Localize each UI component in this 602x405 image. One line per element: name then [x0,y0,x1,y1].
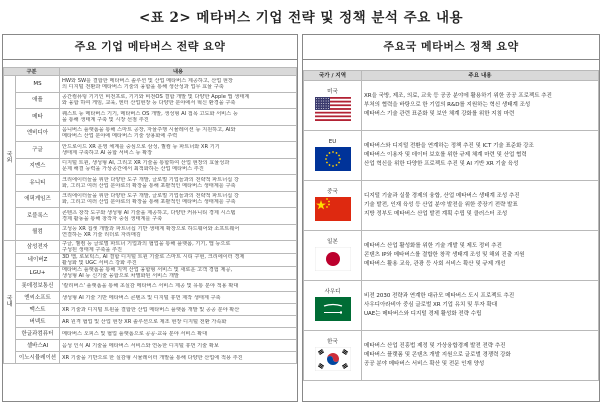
table-row [4,352,297,364]
company-strategy [60,292,297,304]
company-strategy [60,254,297,267]
table-row [4,175,297,192]
policy-line: XR을 국방, 제조, 의료, 교육 등 공공 분야에 활용하기 위한 공공 프로젝트 추진 [364,93,552,99]
policy-line: 산업 혁신을 위한 다양한 프로젝트 추진 및 AI 기반 XR 기술 육성 [364,161,519,167]
company-name: 이노시뮬레이션 [16,352,60,364]
table-row [304,231,599,281]
strategy-line: 구성된 생태계 구축을 추진 [62,247,123,253]
table-row [304,131,599,181]
company-name: 셀바스AI [16,340,60,352]
company-strategy [60,352,297,364]
country-name: 중국 [327,188,338,195]
company-name: 애플 [16,92,60,109]
page-title: <표 2> 메타버스 기업 전략 및 정책 분석 주요 내용 [138,10,464,26]
strategy-line: 공간컴퓨팅 기기인 비전프로, 기기와 비전OS 결합 개발 및 다양한 Apple 앱 생태계 [62,94,250,101]
company-name: 맥스트 [16,304,60,316]
strategy-line: HW와 SW를 결합한 메타버스 솔루션 및 산업 메타버스 제공하고, 산업 현장 [62,77,233,84]
policy-line: 메타버스 산업 활성화를 위한 기술 개발 및 제도 정비 추진 [364,243,502,249]
country-flag-icon [315,147,351,171]
company-strategy [60,224,297,241]
strategy-line: 연결하는 XR 기술 리더로 자리매김 [62,232,141,239]
policy-content [362,281,599,331]
policy-content [362,331,599,381]
company-name: 퀄컴 [16,224,60,241]
company-strategy [60,175,297,192]
strategy-line: 생성형 AI 기술 기반 메타버스 콘텐츠 및 디지털 휴먼 제작 생태계 구축 [62,294,221,301]
company-strategy-panel [2,34,298,402]
company-strategy [60,267,297,280]
company-name: LGU+ [16,267,60,280]
header-country: 국가 / 지역 [304,71,362,81]
table-row [4,191,297,208]
table-row [304,281,599,331]
table-row [4,224,297,241]
country-cell [304,181,362,231]
country-name: 일본 [327,238,338,245]
policy-content [362,181,599,231]
policy-line: 메타버스 플랫폼 및 콘텐츠 개발 지원으로 글로벌 경쟁력 강화 [364,352,511,358]
policy-line: UAE는 메타버스와 디지털 경제 활성화 전략 수립 [364,311,482,317]
strategy-line: 음성 인식 AI 기술을 메타버스 서비스와 연동한 디지털 휴먼 기술 확보 [62,342,219,349]
strategy-line: 콘텐츠 창작 도구와 생성형 AI 기술을 제공하고, 다양한 커뮤니티 경제 시스템 [62,209,236,216]
company-name: 롯데정보통신 [16,280,60,292]
company-strategy-table [3,67,297,364]
company-name: 지멘스 [16,158,60,175]
table-row [304,81,599,131]
table-row [4,92,297,109]
country-cell [304,231,362,281]
table-row [4,304,297,316]
table-row [4,109,297,126]
table-row [4,328,297,340]
strategy-line: 화, 그리고 여러 산업 분야로의 확장을 통해 포괄적인 메타버스 생태계를 구축 [62,182,236,189]
policy-line: 콘텐츠 IP와 메타버스를 결합한 창작 생태계 조성 및 해외 진출 지원 [364,252,525,258]
table-row [4,316,297,328]
table-row [4,158,297,175]
table-row [4,125,297,142]
policy-content [362,231,599,281]
strategy-line: 경제 활동을 통해 창작자 중심 생태계를 구축 [62,215,163,222]
country-cell [304,81,362,131]
country-policy-panel [302,34,600,402]
policy-line: 메타버스와 디지털 전환을 연계하는 정책 추진 및 ICT 기술 표준화 강조 [364,143,534,149]
strategy-line: 의 디지털 전환과 메타버스 기술의 융합을 통해 생산성과 업무 효율 구축 [62,83,224,90]
policy-line: 공공 분야 메타버스 서비스 확산 및 전문 인재 양성 [364,361,485,367]
country-name: EU [328,138,337,145]
header-content: 내용 [60,68,297,76]
strategy-line: 고성능 XR 칩셋 개발과 파트너십 기반 생태계 확장으로 하드웨어와 소프트웨어 [62,226,240,233]
company-name: 버넥트 [16,316,60,328]
company-strategy [60,109,297,126]
policy-line: 메타버스 활용 교육, 관광 등 사회 서비스 확산 및 규제 개선 [364,261,506,267]
company-strategy [60,142,297,159]
strategy-line: 메타버스 산업 분야에 메타버스 기술 상용화에 주력 [62,133,178,140]
company-strategy [60,241,297,254]
table-row [4,280,297,292]
company-strategy-title: 주요 기업 메타버스 전략 요약 [3,35,297,60]
country-flag-icon [315,197,351,221]
country-policy-title: 주요국 메타버스 정책 요약 [303,35,599,60]
company-name: 엔비디아 [16,125,60,142]
country-name: 사우디 [324,288,341,295]
country-cell [304,331,362,381]
strategy-line: 메타버스 오피스 및 협업 플랫폼으로 공공·교육 분야 서비스 확대 [62,330,208,337]
strategy-line: 메타버스 플랫폼을 통해 지역 산업 융합형 서비스 및 새로운 고객 경험 제공, [62,267,233,273]
strategy-line: 퀘스트 등 메타버스 기기, 메타버스 OS 개발, 생성형 AI 접목 고도화 서비스 등 [62,110,238,117]
company-strategy [60,125,297,142]
strategy-line: 디지털 트윈, 생성형 AI, 그리고 XR 기술을 통합하여 산업 현장의 효율성과 [62,160,230,167]
strategy-line: 옴니버스 플랫폼을 통해 스마트 공장, 자율주행 시뮬레이션 등 지원하고, AI와 [62,127,236,134]
strategy-line: 3D 맵, 로보틱스, AI 결합 디지털 트윈 기술로 스마트 시티 구현, 크리에이터 경제 [62,254,245,260]
company-strategy [60,304,297,316]
policy-content [362,131,599,181]
company-name: 메타 [16,109,60,126]
table-row [4,292,297,304]
country-flag-icon [315,247,351,271]
strategy-line: 와 융합 하여 게임, 교육, 엔터 산업현장 등 다양한 분야에서 혁신 환경을 구축 [62,100,236,107]
company-strategy [60,316,297,328]
policy-line: 메타버스 산업 진흥법 제정 및 가상융합경제 발전 전략 추진 [364,343,506,349]
company-strategy [60,92,297,109]
policy-line: 디지털 기술과 실물 경제의 융합, 산업 메타버스 생태계 조성 추진 [364,193,520,199]
table-row [4,241,297,254]
country-flag-icon [315,347,351,371]
table-row [304,331,599,381]
policy-line: 비전 2030 전략과 연계한 대규모 메타버스 도시 프로젝트 추진 [364,293,515,299]
group-label: 국내 [4,241,16,364]
policy-content [362,81,599,131]
company-name: 한글과컴퓨터 [16,328,60,340]
company-name: 네이버Z [16,254,60,267]
company-name: 유니티 [16,175,60,192]
country-policy-table [303,70,599,381]
table-row [4,142,297,159]
table-row [304,181,599,231]
policy-line: 메타버스 기술 관련 표준화 및 보안 체계 강화를 위한 지침 마련 [364,111,515,117]
country-flag-icon [315,297,351,321]
strategy-line: 크리에이터들을 위한 다양한 도구 개발, 글로벌 기업들과의 전략적 파트너십 강 [62,193,239,200]
strategy-line: 생태계 구축하고 AI 융합 서비스 등 확장 [62,149,153,156]
policy-line: 지방 정부도 메타버스 산업 발전 계획 수립 및 클러스터 조성 [364,211,508,217]
header-category: 구분 [4,68,60,76]
strategy-line: 생성형 AI 등 신기술 융합으로 차별화된 서비스 개발 [62,273,179,279]
strategy-line: '칼리버스' 플랫폼을 통해 초실감 메타버스 서비스 제공 및 유통 분야 적용 확대 [62,282,239,289]
strategy-line: 구글, 퀄컴 등 글로벌 파트너 기업과의 협업을 통해 플랫폼, 기기, 앱 등으로 [62,241,231,247]
country-name: 미국 [327,88,338,95]
company-strategy [60,158,297,175]
header-policy: 주요 내용 [362,71,599,81]
company-strategy [60,280,297,292]
company-name: MS [16,76,60,93]
table-row [4,340,297,352]
strategy-line: AR 원격 협업 및 산업 현장 XR 솔루션으로 제조 현장 디지털 전환 가속화 [62,318,227,325]
strategy-line: 을 통해 생태계 구축 및 시장 선점 추진 [62,116,149,123]
table-row [4,76,297,93]
policy-line: 부처의 협력을 바탕으로 한 기업의 R&D를 지원하는 혁신 생태계 조성 [364,102,531,108]
company-strategy [60,340,297,352]
strategy-line: 화, 그리고 여러 산업 분야로의 확장을 통해 포괄적인 메타버스 생태계를 구축 [62,199,236,206]
company-strategy [60,191,297,208]
company-strategy [60,328,297,340]
table-header-row [4,68,297,76]
policy-line: 기술 발전, 인재 육성 등 산업 분야 발전을 위한 중장기 전략 발표 [364,202,518,208]
company-strategy [60,208,297,225]
table-header-row [304,71,599,81]
country-cell [304,281,362,331]
group-label: 국외 [4,76,16,241]
strategy-line: 문제 해결 능력을 가상공간에서 최적화하는 산업 메타버스 추진 [62,166,204,173]
country-name: 한국 [327,338,338,345]
strategy-line: XR 기술을 기반으로 한 실감형 시뮬레이터 개발을 통해 다양한 산업에 적용 추진 [62,354,243,361]
company-name: 엔씨소프트 [16,292,60,304]
company-name: 로블록스 [16,208,60,225]
company-name: 구글 [16,142,60,159]
policy-line: 사우디아라비아 중심 글로벌 XR 기업 유치 및 투자 확대 [364,302,498,308]
strategy-line: XR 기술과 디지털 트윈을 결합한 산업 메타버스 플랫폼 개발 및 공공 분야 확산 [62,306,240,313]
company-name: 삼성전자 [16,241,60,254]
strategy-line: 크리에이터들을 위한 다양한 도구 개발, 글로벌 기업들과의 전략적 파트너십 강 [62,176,239,183]
company-strategy [60,76,297,93]
country-cell [304,131,362,181]
country-flag-icon [315,97,351,121]
table-row [4,208,297,225]
company-name: 에픽게임즈 [16,191,60,208]
strategy-line: 활성화 및 UGC 서비스 강화 추진 [62,260,137,266]
strategy-line: 안드로이드 XR 운영 체계를 중심으로 삼성, 퀄컴 등 파트너와 XR 기기 [62,143,220,150]
policy-line: 메타버스 이용자 및 데이터 보호를 위한 규제 체계 마련 및 산업 협력 [364,152,527,158]
table-row [4,267,297,280]
table-row [4,254,297,267]
